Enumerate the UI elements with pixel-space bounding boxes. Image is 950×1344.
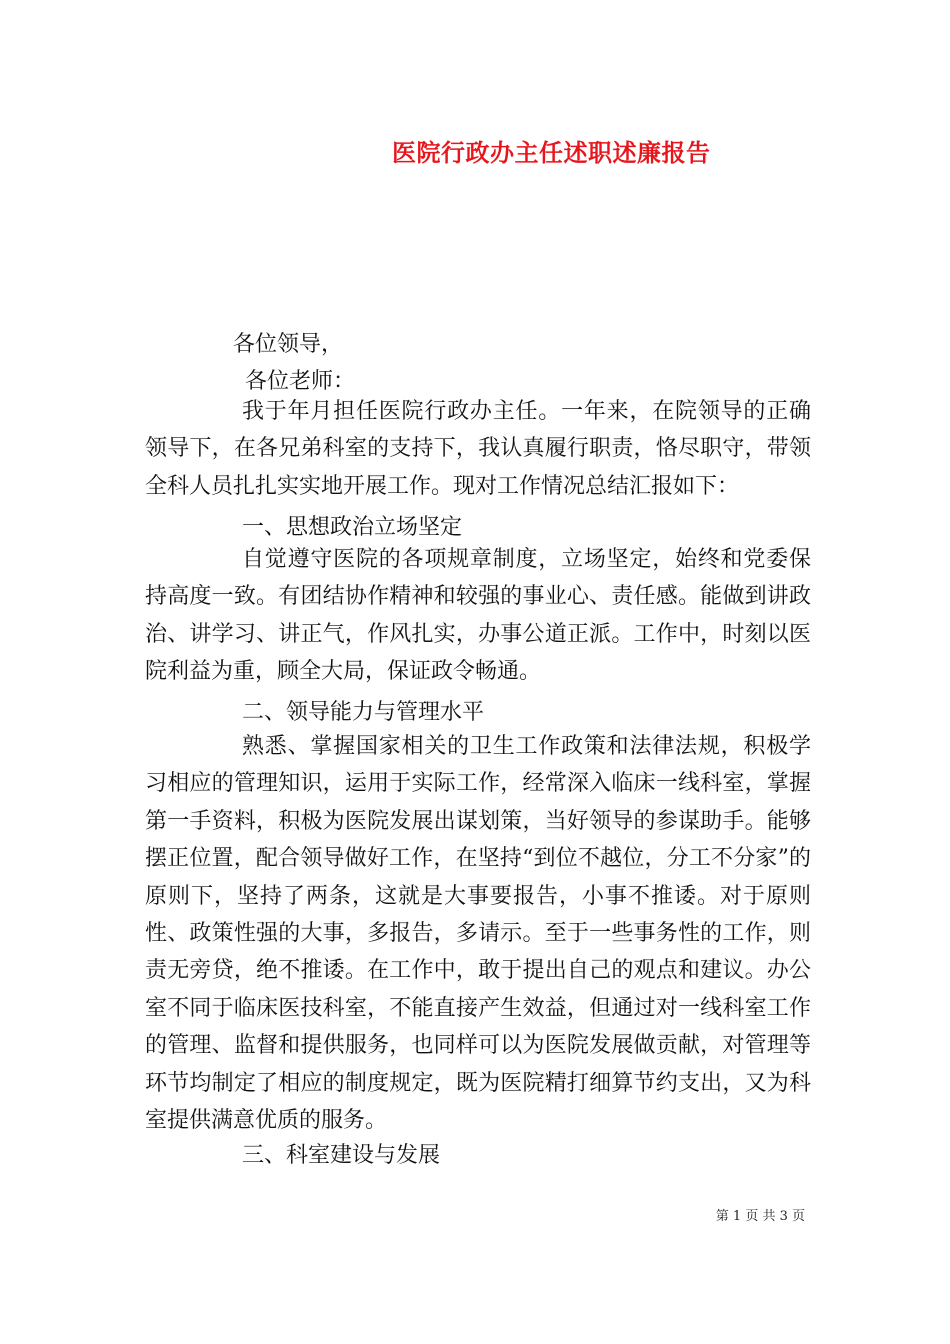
intro-paragraph: 我于年月担任医院行政办主任。一年来，在院领导的正确领导下，在各兄弟科室的支持下，我认真履行职责，恪尽职守，带领全科人员扎扎实实地开展工作。现对工作情况总结汇报如下： (145, 399, 811, 499)
page-number: 第 1 页 共 3 页 (715, 1209, 805, 1224)
salutation-leaders: 各位领导， (233, 332, 344, 357)
section-2-paragraph: 熟悉、掌握国家相关的卫生工作政策和法律法规，积极学习相应的管理知识，运用于实际工作，经常深入临床一线科室，掌握第一手资料，积极为医院发展出谋划策，当好领导的参谋助手。能够摆正位置，配合领导做好工作，在坚持“到位不越位，分工不分家”的原则下，坚持了两条，这就是大事要报告，小事不推诿。对于原则性、政策性强的大事，多报告，多请示。至于一些事务性的工作，则责无旁贷，绝不推诿。在工作中，敢于提出自己的观点和建议。办公室不同于临床医技科室，不能直接产生效益，但通过对一线科室工作的管理、监督和提供服务，也同样可以为医院发展做贡献，对管理等环节均制定了相应的制度规定，既为医院精打细算节约支出，又为科室提供满意优质的服务。 (145, 734, 811, 1134)
section-2-heading: 二、领导能力与管理水平 (242, 700, 485, 725)
salutation-teachers: 各位老师： (245, 369, 356, 394)
section-3-heading: 三、科室建设与发展 (242, 1143, 441, 1168)
document-title: 医院行政办主任述职述廉报告 (392, 138, 711, 167)
section-1-paragraph: 自觉遵守医院的各项规章制度，立场坚定，始终和党委保持高度一致。有团结协作精神和较强的事业心、责任感。能做到讲政治、讲学习、讲正气，作风扎实，办事公道正派。工作中，时刻以医院利益为重，顾全大局，保证政令畅通。 (145, 547, 811, 685)
section-1-heading: 一、思想政治立场坚定 (242, 515, 463, 540)
